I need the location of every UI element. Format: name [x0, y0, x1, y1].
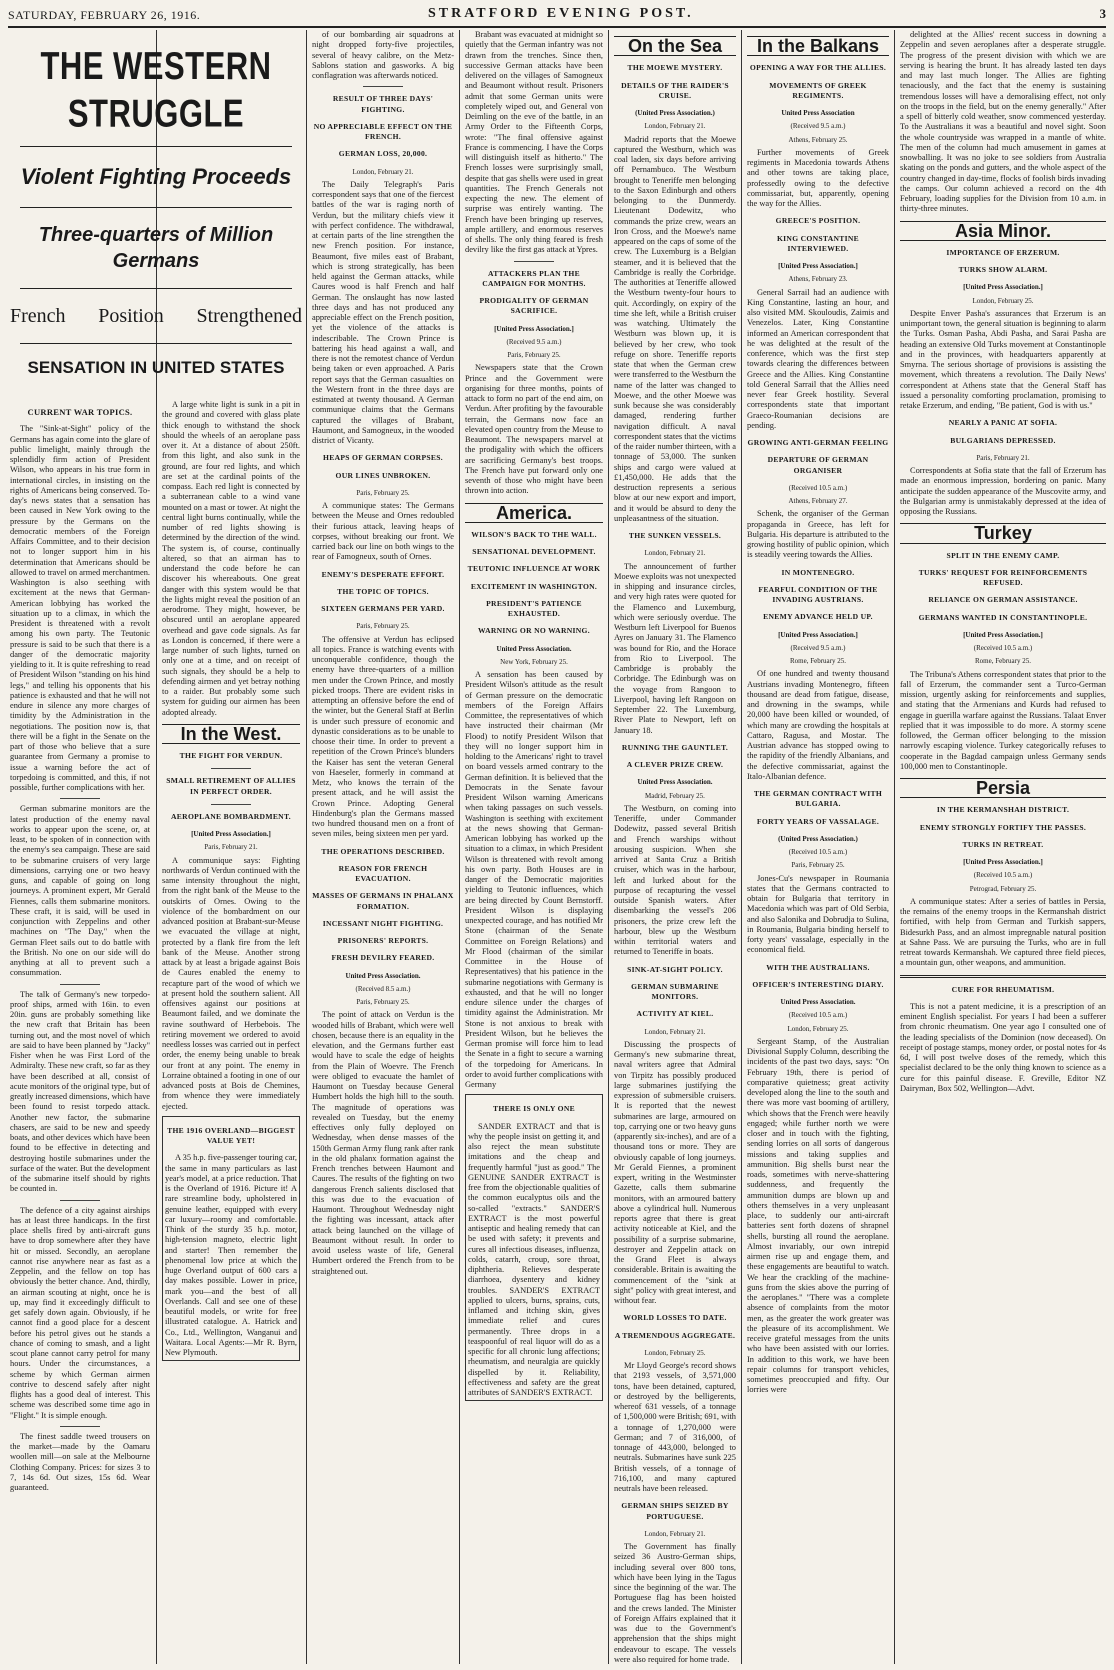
- subheading: THE MOEWE MYSTERY.: [627, 63, 723, 73]
- subheading: SMALL RETIREMENT OF ALLIES IN PERFECT ORDER.: [166, 776, 296, 796]
- subheading: WARNING OR NO WARNING.: [478, 626, 590, 636]
- received-time: (Received 8.5 a.m.): [355, 984, 411, 993]
- subheading: THE GERMAN CONTRACT WITH BULGARIA.: [753, 789, 883, 809]
- subheading: BULGARIANS DEPRESSED.: [950, 435, 1056, 445]
- article-paragraph: The "Sink-at-Sight" policy of the Germans has again come into the glare of public limelight, mainly through the splendidly firm action of President Wilson, who appears in his true form in international circles, in insisting on the rights of Americans being conserved. To-day's news states that a sensation has been caused in New York owing to the pressure by the Germans on the democratic members of the Foreign Affairs Committee, and to their decision not to longer support him in his determination that Americans should be allowed to travel on armed merchantmen. Washington is also seething with excitement at the news that German-American lobbying has worked the situation up to a climax, in which the President is threatened with a revolt among his own party. The Teutonic pressure is said to be such that there is a danger of the democratic majority yielding to it. It is quite refreshing to read of President Wilson "standing on his hind legs," and telling his opponents that his patience is exhausted and that he will not endure in silence any more charges of timidity by the Administration in the negotiations. The position now is, that there will be a fight in the Senate on the part of those who believe that a sure guarantee from Germany a promise to issue a warning before the act of torpedoing is committed, and this, if not possible, further complications with her.: [10, 424, 150, 792]
- section-title-balkans: In the Balkans: [747, 36, 889, 56]
- subheading: IN MONTENEGRO.: [781, 567, 855, 577]
- subheading: ENEMY STRONGLY FORTIFY THE PASSES.: [919, 822, 1087, 832]
- subheading: REASON FOR FRENCH EVACUATION.: [338, 863, 428, 883]
- ad-headline: THERE IS ONLY ONE: [493, 1104, 575, 1114]
- section-title-turkey: Turkey: [900, 523, 1106, 543]
- subheading: TURKS' REQUEST FOR REINFORCEMENTS REFUSED.: [918, 567, 1088, 587]
- subheading: OFFICER'S INTERESTING DIARY.: [752, 979, 884, 989]
- subheading: WORLD LOSSES TO DATE.: [623, 1313, 727, 1323]
- column-5: [614, 30, 736, 1665]
- section-title-persia: Persia: [900, 778, 1106, 798]
- subheading: ATTACKERS PLAN THE CAMPAIGN FOR MONTHS.: [482, 268, 586, 288]
- subheading: EXCITEMENT IN WASHINGTON.: [470, 581, 598, 591]
- article-paragraph: A sensation has been caused by President Wilson's attitude as the result of German pressure on the democratic members of the Foreign Affairs Committee, the representatives of which have instructed their chairman (Mr Flood) to notify President Wilson that they will no longer support him in holding to the Americans' right to travel on board vessels armed contrary to the German definition. It is believed that the Democrats in the Senate favour President Wilson warning Americans when taking passages on such vessels. Washington is seething with excitement at the news showing that German-American lobbying has worked up the situation to a climax, in which President Wilson is threatened with revolt among his own party. Both Houses are in danger of the Democratic majorities yielding to Teutonic influences, which are being directed by Count Bernstorff. President Wilson is displaying unexpected courage, and has notified Mr Stone (chairman of the Senate Committee on Foreign Relations) and Mr Flood (chairman of the similar Committee in the House of Representatives) that his patience in the submarine negotiations with Germany is exhausted, and that he will no longer endure silence under the charges of timidity against the Administration. Mr Stone is not anxious to break with President Wilson, but he believes the German promise will force him to lead the Senate in a fight to secure a warning of the torpedoing for Americans. In order to avoid further complications with Germany: [465, 670, 603, 1089]
- advertisement-overland: [162, 1116, 300, 1362]
- issue-date: SATURDAY, FEBRUARY 26, 1916.: [8, 8, 201, 22]
- subheading: RESULT OF THREE DAYS' FIGHTING.: [332, 94, 434, 114]
- subheading: THE OPERATIONS DESCRIBED.: [321, 846, 445, 856]
- main-headline: THE WESTERN STRUGGLE: [40, 43, 272, 135]
- wire-credit: United Press Association: [781, 109, 855, 117]
- ad-body: A 35 h.p. five-passenger touring car, the same in many particulars as last year's model, at a price reduction. That is the Overland of 1916. Picture it! A rare streamline body, upholstered in genuine leather, equipped with every car luxury—roomy and comfortable. Think of the sturdy 35 h.p. motor, high-tension magneto, electric light and starter! Then remember the phenomenal low price at which the huge Overland output of 600 cars a day makes possible. Lower in price, mark you—and the best of all Overlands. Call and see one of these beautiful models, or write for free illustrated catalogue. A. Hatrick and Co., Ltd., Wellington, Wanganui and Waitara. Local Agents:—Mr R. Byrn, New Plymouth.: [165, 1153, 297, 1357]
- wire-credit: [United Press Association.]: [778, 630, 858, 639]
- wire-credit: [United Press Association.]: [963, 630, 1043, 639]
- divider: [60, 798, 100, 799]
- subheading: ENEMY'S DESPERATE EFFORT.: [321, 569, 445, 579]
- subheading: GREECE'S POSITION.: [775, 216, 861, 226]
- article-paragraph: Correspondents at Sofia state that the fall of Erzerum has made an enormous impression, bordering on panic. Many anticipate the sudden appearance of the Muscovite army, and the Bulgarian army is unmistakably depressed at the idea of opposing the Russians.: [900, 466, 1106, 516]
- article-paragraph: A communique says: Fighting northwards of Verdun continued with the same intensity throughout the night, from the right bank of the Meuse to the outskirts of Ornes. Owing to the violence of the bombardment on our advanced position at Brabant-sur-Meuse we evacuated the village at night, protected by a flank fire from the left bank of the Meuse. Another strong attack by at least a brigade against Bois de Caures enabled the enemy to recapture part of the wood of which we at present hold the southern salient. All offensives against our positions at Beaumont failed, and we dominate the ravine southward of Herbebois. The retiring movement we ordered to avoid needless losses was carried out in perfect order, the enemy being unable to break our front at any point. The enemy in Lorraine obtained a footing in one of our advanced posts at Bois de Chemines, from whence they were immediately ejected.: [162, 855, 300, 1111]
- subheading: KING CONSTANTINE INTERVIEWED.: [776, 233, 860, 253]
- dateline: London, February 25.: [972, 296, 1034, 305]
- column-7: [900, 30, 1106, 1665]
- wire-credit: United Press Association.: [496, 644, 572, 653]
- wire-credit: United Press Association.: [637, 778, 713, 787]
- column-4: [465, 30, 603, 1665]
- subheading: GERMAN SUBMARINE MONITORS.: [631, 981, 719, 1001]
- article-paragraph: Schenk, the organiser of the German propaganda in Greece, has left for Bulgaria. His departure is attributed to the growing hostility of public opinion, which is steadily veering towards the Allies.: [747, 509, 889, 560]
- received-time: (Received 10.5 a.m.): [973, 644, 1033, 652]
- article-paragraph: The talk of Germany's new torpedo-proof ships, armed with 16in. to even 20in. guns are probably something like the new craft that Britain has been turning out, and the most novel of which are said to have been planned by "Jacky" Fisher when he was First Lord of the Admiralty. These new craft, so far as they have been described at all, consist of acute monitors of the original type, but of greatly increased dimensions, which have been found to resist torpedo attack. Another new factor, the submarine chasers, are said to be new and speedy boats, and other devices which have been found to be effective in detecting and destroying hostile submarines under the surface of the water. But the development of the submarine itself should by rights be counted in.: [10, 989, 150, 1194]
- subheading: SENSATIONAL DEVELOPMENT.: [472, 547, 596, 556]
- divider: [211, 768, 251, 769]
- article-paragraph: The Government has finally seized 36 Austro-German ships, including several over 800 tons, which have been lying in the Tagus since the beginning of the war. The Portuguese flag has been hoisted and the crews landed. The Minister of Foreign Affairs explained that it was due to the Government's apprehension that the ships might endeavour to escape. The vessels were also required for home trade.: [614, 1542, 736, 1664]
- column-rule: [459, 30, 460, 1664]
- advertisement: The finest saddle tweed trousers on the market—made by the Oamaru woollen mill—on sale at the Melbourne Clothing Company. Prices: for sizes 3 to 7, 14s 6d. Out sizes, 15s 6d. Wear guaranteed.: [10, 1431, 150, 1492]
- subheading: A TREMENDOUS AGGREGATE.: [614, 1330, 736, 1340]
- dateline: London, February 21.: [644, 1027, 706, 1036]
- wire-credit: United Press Association.: [345, 971, 421, 980]
- subheading: MASSES OF GERMANS IN PHALANX FORMATION.: [312, 891, 454, 911]
- divider: [900, 975, 1106, 978]
- article-paragraph: The announcement of further Moewe exploits was not unexpected in shipping and insurance circles, and very high rates were quoted for the Flamenco and Luxemburg, which were seriously overdue. The Westburn left Liverpool for Buenos Ayres on January 31. The Flamenco was bound for Rio, and the Horace from Rio to Liverpool. The Cambridge is probably the Corbridge. The Edinburgh was on the voyage from Rangoon to Liverpool, having left Rangoon on September 22. The Luxemburg, River Plate to Newport, left on January 18.: [614, 561, 736, 735]
- article-paragraph: Madrid reports that the Moewe captured the Westburn, which was coal laden, six days before arriving off Pernambuco. The Westburn brought to Teneriffe men belonging to the Saxon Edinburgh and others belonging to the Dunmerdy. Lieutenant Dodewitz, who commands the prize crew, wears an Iron Cross, and the Moewe's name appeared on the caps of some of the crew. The Luxemburg is a Belgian steamer, and it is believed that the Cambridge is really the Corbridge. The authorities at Teneriffe allowed the Westburn twenty-four hours to quit. Accordingly, on expiry of the time she left, while a British cruiser was watching. Ultimately the Westburn was blown up, it is believed by her crew, who took refuge on shore. Teneriffe reports state that when the German crew were transferred to the Westburn the name of the latter was changed to Moewe, and the other Moewe was sunk because she was considerably damaged, rendering further navigation difficult. A naval correspondent states that the victims of the raider number thirteen, with a tonnage of 53,000. The sunken ships and cargo were valued at £1,450,000. He adds that the destruction represents a serious blow at our new export and import, and it would be absurd to deny the unpleasantness of the situation.: [614, 134, 736, 523]
- subheading: SIXTEEN GERMANS PER YARD.: [321, 604, 445, 613]
- dateline: Paris, February 25.: [507, 351, 561, 359]
- dateline: Paris, February 21.: [204, 843, 258, 852]
- subheading: TURKS IN RETREAT.: [962, 839, 1044, 849]
- section-title-west: In the West.: [162, 724, 300, 744]
- article-paragraph: Mr Lloyd George's record shows that 2193 vessels, of 3,571,000 tons, have been detained, captured, or destroyed by the belligerents, whereof 631 vessels, of a tonnage of 1,500,000 were British; 691, with a tonnage of 1,270,000 were German; and 7 of 316,000, of tonnage of 443,000, belonged to neutrals. Submarines have sunk 225 British vessels, of a tonnage of 716,100, and many captured neutrals have been released.: [614, 1361, 736, 1493]
- dateline: London, February 21.: [352, 167, 414, 176]
- subheading: GERMAN SHIPS SEIZED BY PORTUGUESE.: [621, 1501, 729, 1521]
- subheading: THE TOPIC OF TOPICS.: [337, 586, 429, 596]
- divider: [60, 984, 100, 985]
- advertisement: This is not a patent medicine, it is a prescription of an eminent English specialist. For years I had been a sufferer from chronic rheumatism. One year ago I consulted one of the leading specialists of the Dominion (now deceased). On receipt of postage stamps, money order, or postal notes for 4s 6d, I will post twelve doses of the remedy, which this specialist declared to be the only thing known to science as a cure for this painful disease. F. Greville, Editor NZ Dairyman, Box 502, Wellington—Advt.: [900, 1001, 1106, 1093]
- dateline: Paris, February 21.: [976, 453, 1030, 462]
- wire-credit: [United Press Association.]: [778, 262, 858, 270]
- deck-word: Position: [98, 305, 164, 327]
- subheading: NEARLY A PANIC AT SOFIA.: [948, 418, 1058, 428]
- article-paragraph: Brabant was evacuated at midnight so quietly that the German infantry was not drawn from the trenches. Since then, successive German attacks have been delivered on the villages of Samogneux and Beaumont without result. Prisoners admit that some German units were completely wiped out, and General von Deimling on the eve of the battle, in an Army Order to the Fifteenth Corps, wrote: "The final offensive against France is commencing. I have the Corps will distinguish itself as hitherto." The French losses were surprisingly small, despite that gas shells were used in great quantities. The French Generals not expecting the new. The element of surprise was entirely wanting. The French have been bringing up reserves, ample artillery, and enormous reserves of shells. The only thing feared is fresh devilry like the first gas attack at Ypres.: [465, 30, 603, 255]
- dateline: Rome, February 25.: [975, 657, 1031, 666]
- dateline: London, February 25.: [644, 1348, 706, 1357]
- wire-credit: (United Press Association.): [778, 834, 858, 843]
- dateline: Paris, February 25.: [356, 998, 410, 1006]
- subheading: PRISONERS' REPORTS.: [337, 936, 429, 945]
- subheading: GROWING ANTI-GERMAN FEELING: [747, 438, 889, 447]
- received-time: (Received 10.5 a.m.): [788, 1011, 848, 1020]
- wire-credit: (United Press Association.): [635, 109, 715, 117]
- article-paragraph: A communique states: The Germans between the Meuse and Ornes redoubled their furious attack, leaving heaps of corpses, without breaking our front. We carried back our line on both wings to the rear of Famogneux, south of Ornes.: [312, 501, 454, 562]
- newspaper-name: STRATFORD EVENING POST.: [428, 6, 694, 21]
- subheading: TURKS SHOW ALARM.: [958, 265, 1048, 274]
- article-paragraph: Further movements of Greek regiments in Macedonia towards Athens and other towns are taking place, professedly owing to the defective commissariat, but, apparently, opening the way for the Allies.: [747, 147, 889, 208]
- dateline: Athens, February 27.: [788, 497, 848, 505]
- article-paragraph: The Tribuna's Athens correspondent states that prior to the fall of Erzerum, the commander sent a Turco-German mission, urgently asking for reinforcements and supplies, and stating that the Armenians and Kurds had refused to engage in guerilla warfare against the Russians. Talaat Enver replied that it was impossible to do more. A stormy scene followed, the German officer belonging to the mission narrowly escaping violence. Turkey categorically refuses to cooperate in the Bagdad campaign unless Germany sends 100,000 men to Constantinople.: [900, 669, 1106, 771]
- wire-credit: [United Press Association.]: [494, 324, 574, 333]
- subheading: MOVEMENTS OF GREEK REGIMENTS.: [769, 80, 867, 100]
- subheading: WILSON'S BACK TO THE WALL.: [471, 529, 597, 539]
- deck-headline: Violent Fighting Proceeds: [20, 164, 292, 189]
- column-6: [747, 30, 889, 1665]
- divider: [20, 343, 292, 344]
- column-1: [10, 400, 150, 1665]
- dateline: London, February 25.: [787, 1024, 849, 1033]
- dateline: Athens, February 23.: [788, 275, 848, 284]
- subheading: ENEMY ADVANCE HELD UP.: [763, 612, 873, 622]
- dateline: Madrid, February 25.: [645, 791, 705, 800]
- received-time: (Received 9.5 a.m.): [790, 122, 846, 131]
- article-paragraph: German submarine monitors are the latest production of the enemy naval works to appear upon the scene, or, at least, to be spoken of in connection with the enemy's sea campaign. These are said to be submarine cruisers of very large dimensions, carrying one or two heavy guns, and capable of going on long journeys. A prominent expert, Mr Gerald Fiennes, calls them submarine monitors. These craft, it is said, will be used in conjunction with Zeppelins and other machines on "The Day," when the German Fleet sails out to do battle with the British. No one on our side will do anything at all to prevent such a consummation.: [10, 804, 150, 978]
- article-paragraph: Sergeant Stamp, of the Australian Divisional Supply Column, describing the incidents of the past two days, says: "On February 19th, there is period of comparative quietness; great activity developed along the line to the south and there was more vast booming of artillery, which shows that the French were heavily engaged; while further north we were closer and in touch with the fighting, sending lorries on all sorts of dangerous missions and taking supplies and ammunition. Big shells burst near the roads, sometimes with nerve-shattering suddenness, and frequently the ammunition dumps are blown up and others themselves in a very unpleasant place, to suddenly our anti-aircraft batteries sent forth dozens of shrapnel shells, bursting all round the aeroplane. Almost invariably, our own intrepid airmen rise up and engage them, and these engagements are beautiful to watch. We hear the crackling of the machine-guns from the skies above the purring of the aeroplanes." "There was a complete absence of complaints from the motor men, as the greater the work greater was the pleasure of its accomplishment. We receive grateful messages from the units who have been assisted with our lorries. In addition to this work, we have been repair columns for transport vehicles, sometimes preoccupied and fifty. Our lorries were: [747, 1036, 889, 1395]
- page-number: 3: [1099, 6, 1106, 21]
- subheading: DETAILS OF THE RAIDER'S CRUISE.: [621, 80, 729, 100]
- subheading: INCESSANT NIGHT FIGHTING.: [322, 918, 444, 928]
- subheading: WITH THE AUSTRALIANS.: [766, 962, 870, 972]
- article-paragraph: A communique states: After a series of battles in Persia, the remains of the enemy troops in the Kermanshah district fortified, with help from German and Turkish sappers, Bidesurkh Pass, and an almost impregnable natural position at Sahne Pass. We are pursuing the Turks, who are in full retreat towards Kermanshah. We captured three field pieces, a mountain gun, other weapons, and ammunition.: [900, 896, 1106, 968]
- subheading: THE SUNKEN VESSELS.: [628, 531, 722, 540]
- column-rule: [894, 30, 895, 1664]
- masthead: [8, 4, 1106, 28]
- subheading: FORTY YEARS OF VASSALAGE.: [756, 816, 880, 826]
- subheading: NO APPRECIABLE EFFECT ON THE FRENCH.: [313, 121, 453, 141]
- subheading: SINK-AT-SIGHT POLICY.: [627, 964, 723, 974]
- section-title-sea: On the Sea: [614, 36, 736, 56]
- divider: [60, 1200, 100, 1201]
- received-time: (Received 9.5 a.m.): [790, 643, 846, 652]
- divider: [20, 288, 292, 289]
- dateline: New York, February 25.: [500, 657, 568, 666]
- article-paragraph: The point of attack on Verdun is the wooded hills of Brabant, which were well chosen, because there is an equality in the elevation, and the Germans further east would have to scale the edge of heights from the Plain of Woevre. The French were obliged to evacuate the hamlet of Haumont on Tuesday because General Humbert holds the high hill to the south. The magnitude of operations was revealed on Tuesday, but the enemy effectives only fully deployed on Wednesday, when dense masses of the 150th German Army flung rank after rank in the old phalanx formation against the French trenches between Haumont and Caures. The results of the fighting on two dangerous French salients disclosed that this was due to the evacuation of Haumont. Throughout Wednesday night the fighting was incessant, attack after attack being launched on the village of Beaumont without result. In order to avoid useless waste of life, General Humbert ordered the French from to be straightened out.: [312, 1010, 454, 1276]
- subheading: RUNNING THE GAUNTLET.: [621, 742, 729, 752]
- section-title-america: America.: [465, 503, 603, 523]
- divider: [211, 804, 251, 805]
- article-paragraph: Of one hundred and twenty thousand Austrians invading Montenegro, fifteen thousand are dead from fatigue, disease, and drowning in the swamps, while 20,000 have been killed or wounded, of which many are crowding the hospitals at Cattaro, Ragusa, and Mostar. The Austrian advance has stopped owing to the rapidity of the friendly Albanians, and the defective commissariat, against the Italo-Albanian defence.: [747, 669, 889, 781]
- divider: [363, 86, 403, 87]
- received-time: (Received 10.5 a.m.): [788, 483, 848, 492]
- article-paragraph: Discussing the prospects of Germany's new submarine threat, naval writers agree that Admiral von Tirpitz has possibly produced large submarines justifying the expression of submersible cruisers. It is reported that the newest submarines are large, armoured on top, carrying one or two heavy guns (apparently six-inches), and are of a thousand tons or more. They are obviously capable of long journeys. Mr Gerald Fiennes, a prominent expert, writing in the Westminster Gazette, calls them submarine monitors, with an armoured battery above a cylindrical hull. Numerous reports agree that there is great activity noticeable at Kiel, and the possibility of a surprise submarine, destroyer and Zeppelin attack on the Grand Fleet is always considerable. Britain is awaiting the commencement of the "sink at sight" policy with great interest, and without fear.: [614, 1039, 736, 1305]
- column-3: [312, 30, 454, 1665]
- article-paragraph: General Sarrail had an audience with King Constantine, lasting an hour, and also visited MM. Skouloudis, Zaimis and Venezelos. Later, King Constantine informed an American correspondent that he was delighted at the result of the conference, which was the first step towards clearing the differences between Greece and the Allies. King Constantine told General Sarrail that the Allies need never fear Greek hostility. Several correspondents state that important Graeco-Roumanian decisions are pending.: [747, 287, 889, 430]
- subheading: OUR LINES UNBROKEN.: [335, 470, 431, 480]
- received-time: (Received 10.5 a.m.): [973, 871, 1033, 880]
- subheading: GERMANS WANTED IN CONSTANTINOPLE.: [918, 612, 1088, 622]
- deck-word: French: [10, 305, 66, 327]
- subheading: OPENING A WAY FOR THE ALLIES.: [749, 63, 887, 73]
- article-paragraph: delighted at the Allies' recent success in downing a Zeppelin and seven aeroplanes after a desperate struggle. The progress of the present division with which we are serving is hearing the brunt. It has already lasted ten days and may last much longer. The Allies are fighting tenaciously, and the fact that the enemy is sustaining tremendous losses will have a demoralising effect, not only on the troops in the field, but on the enemy generally." After a spell of bitterly cold weather, snow commenced yesterday. To the Australians it was a beautiful and novel sight. Soon the whole countryside was wrapped in a mantle of white. The men of the column had much amusement in games at snowballing. It was no joke to see soldiers from Australia skating on the ponds and gutters, and the whole aspect of the country changed in day-time, flocks of foolish birds invading the camps. Our column achieved a record on the 4th February, loading supplies for the Division from 10 a.m. in thirty-three minutes.: [900, 30, 1106, 214]
- deck-headline: Three-quarters of Million Germans: [38, 224, 274, 272]
- dateline: Athens, February 25.: [788, 135, 848, 144]
- dateline: Petrograd, February 25.: [969, 884, 1037, 893]
- advertisement-sander: [465, 1094, 603, 1401]
- divider: [20, 207, 292, 208]
- subheading: SPLIT IN THE ENEMY CAMP.: [946, 550, 1060, 560]
- wire-credit: [United Press Association.]: [963, 283, 1043, 292]
- received-time: (Received 10.5 a.m.): [788, 848, 848, 856]
- dateline: Paris, February 25.: [791, 861, 845, 870]
- column-rule: [306, 30, 307, 1664]
- ad-body: SANDER EXTRACT and that is why the people insist on getting it, and also reject the mean substitute imitations and the cheap and frequently harmful "just as good." The GENUINE SANDER EXTRACT is free from the objectionable qualities of the common eucalyptus oils and the so-called "extracts." SANDER'S EXTRACT is the most powerful antiseptic and healing remedy that can be used with safety; it prevents and cures all infectious diseases, influenza, colds, catarrh, croup, sore throat, diphtheria. Relieves desperate diarrhoea, dysentery and kidney troubles. SANDER'S EXTRACT applied to ulcers, burns, sprains, cuts, inflamed and itching skin, gives immediate relief and cures permanently. Three drops in a teaspoonful of real liquor will do as a specific for all chronic lung affections; rheumatism, and neuralgia are quickly dispelled by it. Reliability, effectiveness and safety are the great attributes of SANDER'S EXTRACT.: [468, 1121, 600, 1397]
- dateline: London, February 21.: [644, 1529, 706, 1538]
- dateline: London, February 21.: [644, 122, 706, 131]
- main-headline-block: [10, 30, 302, 392]
- subheading: AEROPLANE BOMBARDMENT.: [171, 811, 291, 821]
- subheading: IN THE KERMANSHAH DISTRICT.: [936, 805, 1070, 815]
- divider: [60, 1426, 100, 1427]
- wire-credit: [United Press Association.]: [191, 830, 271, 838]
- subheading: THE FIGHT FOR VERDUN.: [179, 751, 283, 760]
- deck-word: Strengthened: [196, 305, 302, 327]
- subheading: PRODIGALITY OF GERMAN SACRIFICE.: [479, 296, 589, 316]
- column-2: [162, 400, 300, 1665]
- dateline: London, February 21.: [644, 549, 706, 558]
- section-heading: CURRENT WAR TOPICS.: [27, 407, 133, 417]
- article-paragraph: The defence of a city against airships has at least three handicaps. In the first place shells fired by anti-aircraft guns have to drop somewhere after they have hit or missed. Secondly, an aeroplane cannot rise anywhere near as fast as a Zeppelin, and the fellow on top has obviously the better chance. And, thirdly, an airman scouting at night, once he is up, may find it exceedingly difficult to get safely down again. Obviously, if he cannot find a good place for a descent before his petrol gives out he stands a chance of coming to smash, and a light scout plane cannot carry petrol for many hours. Under the circumstances, a scheme by which German airmen contrive to descend safely after night flights has a good deal of interest. This scheme was described some time ago in "Flight." It is simple enough.: [10, 1205, 150, 1420]
- subheading: A CLEVER PRIZE CREW.: [626, 760, 724, 769]
- wire-credit: United Press Association.: [780, 998, 856, 1006]
- subheading: ACTIVITY AT KIEL.: [636, 1009, 714, 1019]
- ad-headline: THE 1916 OVERLAND—BIGGEST VALUE YET!: [167, 1125, 295, 1145]
- section-title-asia-minor: Asia Minor.: [900, 221, 1106, 241]
- article-paragraph: The Westburn, on coming into Teneriffe, under Commander Dodewitz, passed several British and French warships without arousing suspicion. When she arrived at Santa Cruz a British cruiser, which was in the harbour, left and lurked about for the purpose of recapturing the vessel outside Spanish waters. After disembarking the vessel's 206 prisoners, the prize crew left the harbour, blew up the Westburn within territorial waters and returned to Teneriffe in boats.: [614, 803, 736, 957]
- subheading: HEAPS OF GERMAN CORPSES.: [323, 453, 443, 463]
- article-paragraph: Newspapers state that the Crown Prince and the Government were organising for three months, points of attack to form no part of the end aim, on Verdun. After profiting by the favourable terrain, the Germans now face an elevated open country from the Meuse to Beaumont. The newspapers marvel at the prodigality with which the officers are sacrificing Germany's best troops. The French have put forward only one seventh of those who might have been thrown into action.: [465, 363, 603, 496]
- subheading: RELIANCE ON GERMAN ASSISTANCE.: [928, 595, 1078, 605]
- dateline: Paris, February 25.: [356, 488, 410, 497]
- article-paragraph: The offensive at Verdun has eclipsed all topics. France is watching events with unconquerable confidence, though the enemy have three-quarters of a million men under the Crown Prince, and mostly picked troops. There are evident risks in attempting an offensive before the end of the winter, but the General Staff at Berlin is under such pressure of economic and dynastic considerations as to be unable to choose their time. In order to prevent a repetition of the Crown Prince's blunders the Kaiser has sent the veteran General von Haeseler, formerly in command at Metz, who knows the terrain of the present attack, and he will assist the Crown Prince. Adopting General Hindenburg's plan the Germans massed two hundred thousand men on a front of seven miles, being sixteen men per yard.: [312, 634, 454, 839]
- column-rule: [741, 30, 742, 1664]
- subheading: DEPARTURE OF GERMAN ORGANISER: [767, 455, 869, 475]
- divider: [514, 261, 554, 262]
- subheading: FRESH DEVILRY FEARED.: [331, 953, 435, 963]
- subheading: FEARFUL CONDITION OF THE INVADING AUSTRIANS.: [758, 584, 878, 604]
- received-time: (Received 9.5 a.m.): [506, 337, 562, 346]
- deck-headline: [10, 303, 302, 329]
- subheading: GERMAN LOSS, 20,000.: [338, 149, 428, 159]
- dateline: Rome, February 25.: [790, 657, 846, 665]
- article-paragraph: A large white light is sunk in a pit in the ground and covered with glass plate thick enough to withstand the shock should the wheels of an aeroplane pass over it. At a distance of about 250ft. from this light, and also sunk in the ground, are four red lights, and which are set at the cardinal points of the compass. Each red light is connected by a subterranean cable to a wind vane mounted on a mast or tower. At night the central light burns continually, while the number of red lights showing is determined by the direction of the wind. The system is, of course, continually altered, so that an airman has to understand the code before he can discover his whereabouts. One great danger with this system would be that the lights might reveal the position of an aerodrome. They might, however, be obscured until an aeroplane appeared overhead and gave code signals. As far as London is concerned, if there were a large number of such lights, turned on only one at a time, and on receipt of such signals, they should be a help to defending airmen and yet betray nothing to a raider. But probably some such system for guiding our airmen has been adopted already.: [162, 400, 300, 717]
- article-paragraph: Despite Enver Pasha's assurances that Erzerum is an unimportant town, the general situation is beginning to alarm the Turks. Osman Pasha, Abdi Pasha, and Sarai Pasha are heading an extensive Old Turks movement at Constantinople and in the provinces, with headquarters apparently at Smyrna. The serious shortage of provisions is assisting the movement, which threatens a revolution. The Daily News' correspondent at Athens state that the General Staff has issued a personality comforting proclamation, promising to retake Erzerum, and ending, "Be patient, God is with us.": [900, 308, 1106, 410]
- article-paragraph: Jones-Cu's newspaper in Roumania states that the Germans contracted to obtain for Bulgaria that territory in Macedonia which was part of Old Serbia, and also Salonika and Dobrudja to Sulina, in Roumania, Bulgaria binding herself to forty years' vassalage, especially in the economical field.: [747, 873, 889, 955]
- ad-headline: CURE FOR RHEUMATISM.: [951, 984, 1055, 994]
- column-rule: [608, 30, 609, 1664]
- article-paragraph: of our bombarding air squadrons at night dropped forty-five projectiles, several of heavy calibre, on the Metz-Sablons station and gasworks. A big conflagration was afterwards noticed.: [312, 30, 454, 80]
- deck-headline: SENSATION IN UNITED STATES: [27, 358, 285, 377]
- divider: [20, 146, 292, 147]
- subheading: TEUTONIC INFLUENCE AT WORK: [467, 564, 601, 574]
- article-paragraph: The Daily Telegraph's Paris correspondent says that one of the fiercest battles of the war is raging north of Verdun, but the military chiefs view it with perfect confidence. The withdrawal, at certain parts of the line strengthen the new French position. For instance, Beaumont, five miles east of Brabant, which is strong strategically, has been held against the German attacks, while Caures wood is half French and half German. The onslaught has now lasted three days and has not produced any appreciable effect on the French position, yet the violence of the attacks is indescribable. The Crown Prince is battering his head against a wall, and there is not the remotest chance of Verdun being taken or even approached. A Paris report says that the German casualties on the Western front in the three days are estimated at twenty thousand. A German communique claims that the Germans captured the villages of Brabant, Haumont, and Samogneux, in the wooded district of Vicanty.: [312, 179, 454, 445]
- wire-credit: [United Press Association.]: [963, 858, 1043, 866]
- dateline: Paris, February 25.: [356, 622, 410, 631]
- subheading: IMPORTANCE OF ERZERUM.: [946, 247, 1060, 257]
- subheading: PRESIDENT'S PATIENCE EXHAUSTED.: [486, 598, 582, 618]
